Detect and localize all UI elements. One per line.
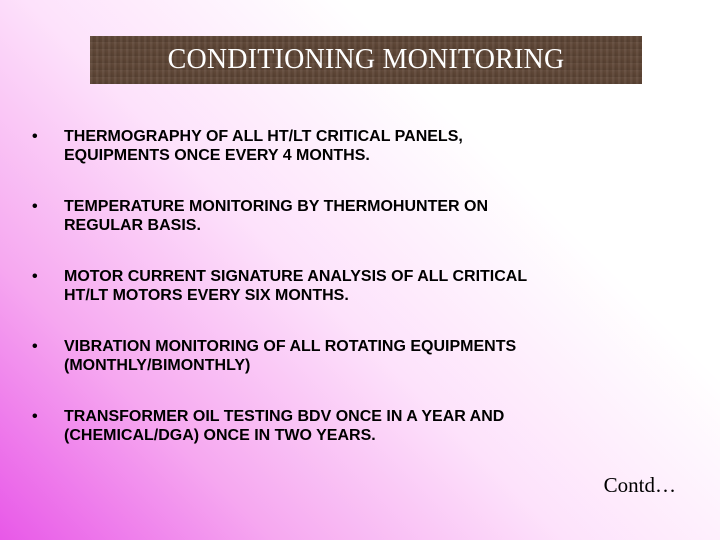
continued-label: Contd… <box>603 473 676 497</box>
bullet-text-line: TRANSFORMER OIL TESTING BDV ONCE IN A YEAR AND <box>64 408 505 425</box>
bullet-text-line: (MONTHLY/BIMONTHLY) <box>64 357 251 374</box>
bullet-item-transformer-oil <box>32 407 692 445</box>
bullet-item-thermography <box>32 127 692 165</box>
bullet-dot-icon: • <box>32 198 38 215</box>
bullet-dot-icon: • <box>32 268 38 285</box>
bullet-text-line: VIBRATION MONITORING OF ALL ROTATING EQUIPMENTS <box>64 338 517 355</box>
bullet-text-line: THERMOGRAPHY OF ALL HT/LT CRITICAL PANELS, <box>64 128 463 145</box>
bullet-text-line: (CHEMICAL/DGA) ONCE IN TWO YEARS. <box>64 427 376 444</box>
bullet-text-line: EQUIPMENTS ONCE EVERY 4 MONTHS. <box>64 147 370 164</box>
title-banner <box>90 36 642 84</box>
bullet-dot-icon: • <box>32 128 38 145</box>
bullet-item-temperature <box>32 197 692 235</box>
slide-title: CONDITIONING MONITORING <box>167 44 565 75</box>
bullet-item-vibration <box>32 337 692 375</box>
bullet-dot-icon: • <box>32 338 38 355</box>
bullet-dot-icon: • <box>32 408 38 425</box>
bullet-text-line: REGULAR BASIS. <box>64 217 201 234</box>
bullet-item-motor-current <box>32 267 692 305</box>
bullet-list <box>32 127 692 477</box>
bullet-text-line: MOTOR CURRENT SIGNATURE ANALYSIS OF ALL CRITICAL <box>64 268 528 285</box>
bullet-text-line: TEMPERATURE MONITORING BY THERMOHUNTER ON <box>64 198 489 215</box>
bullet-text-line: HT/LT MOTORS EVERY SIX MONTHS. <box>64 287 349 304</box>
